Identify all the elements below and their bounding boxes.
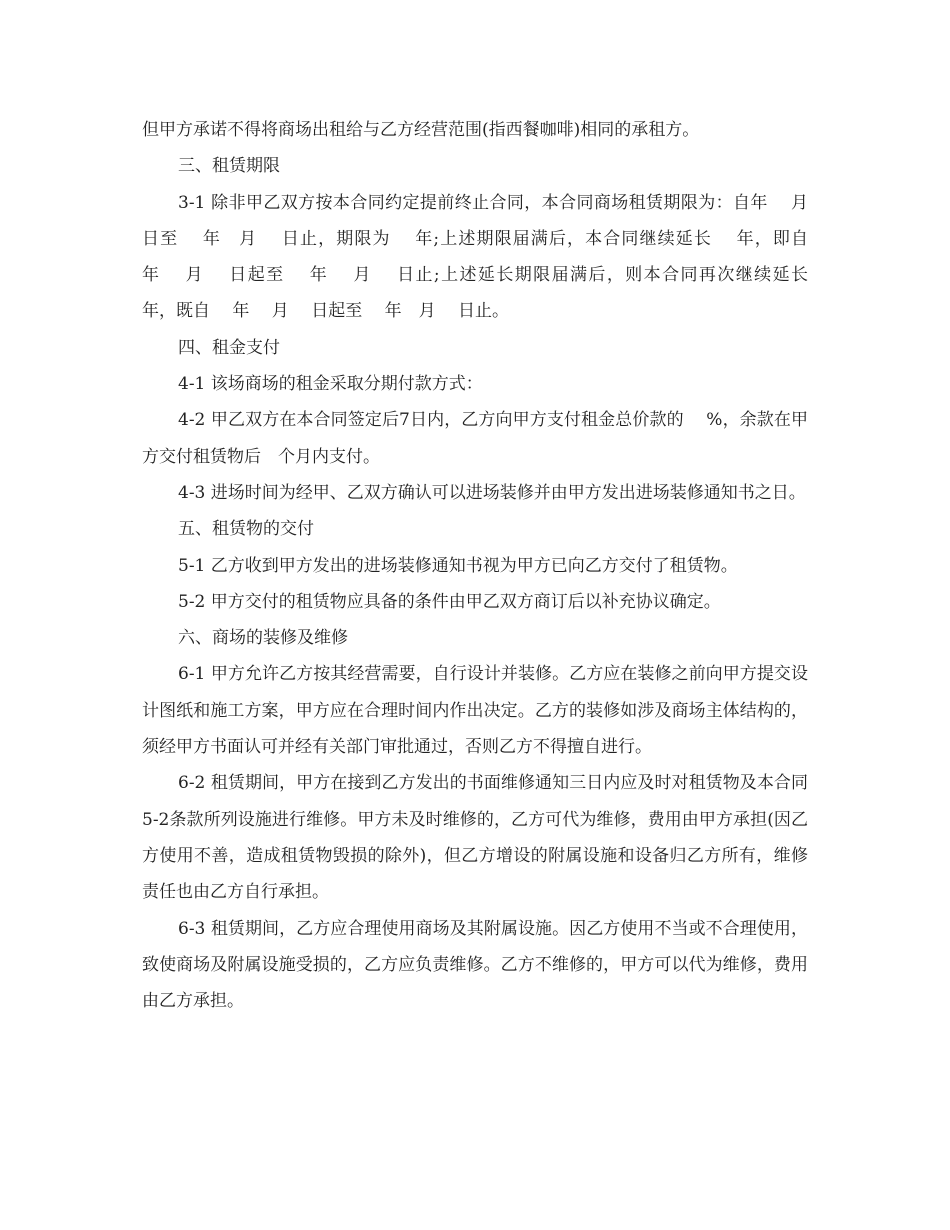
clause-6-2: 6-2 租赁期间，甲方在接到乙方发出的书面维修通知三日内应及时对租赁物及本合同5-2条款所列设施进行维修。甲方未及时维修的，乙方可代为维修，费用由甲方承担(因乙方使用不善，造成租赁物毁损的除外)，但乙方增设的附属设施和设备归乙方所有，维修责任也由乙方自行承担。	[142, 773, 808, 903]
clause-4-1: 4-1 该场商场的租金采取分期付款方式：	[178, 374, 483, 395]
clause-5-1: 5-1 乙方收到甲方发出的进场装修通知书视为甲方已向乙方交付了租赁物。	[178, 555, 738, 576]
clause-6-1: 6-1 甲方允许乙方按其经营需要，自行设计并装修。乙方应在装修之前向甲方提交设计图纸和施工方案，甲方应在合理时间内作出决定。乙方的装修如涉及商场主体结构的，须经甲方书面认可并经有关部门审批通过，否则乙方不得擅自进行。	[142, 664, 808, 758]
clause-3-1: 3-1 除非甲乙双方按本合同约定提前终止合同，本合同商场租赁期限为：自年 月 日至 年 月 日止，期限为 年;上述期限届满后，本合同继续延长 年，即自 年 月 日起至 年 月 日止;上述延长期限届满后，则本合同再次继续延长 年，既自 年 月 日起至 年 月 日止。	[142, 192, 848, 322]
section-heading-renovation: 六、商场的装修及维修	[178, 628, 348, 649]
section-heading-rent-payment: 四、租金支付	[178, 337, 280, 358]
document-body	[142, 112, 848, 1019]
section-heading-delivery: 五、租赁物的交付	[178, 519, 314, 540]
clause-5-2: 5-2 甲方交付的租赁物应具备的条件由甲乙双方商订后以补充协议确定。	[178, 591, 721, 612]
clause-6-3: 6-3 租赁期间，乙方应合理使用商场及其附属设施。因乙方使用不当或不合理使用，致使商场及附属设施受损的，乙方应负责维修。乙方不维修的，甲方可以代为维修，费用由乙方承担。	[142, 918, 808, 1012]
paragraph-continuation: 但甲方承诺不得将商场出租给与乙方经营范围(指西餐咖啡)相同的承租方。	[142, 120, 700, 140]
section-heading-lease-term: 三、租赁期限	[178, 156, 280, 177]
clause-4-2: 4-2 甲乙双方在本合同签定后7日内，乙方向甲方支付租金总价款的 %，余款在甲方交付租赁物后 个月内支付。	[142, 410, 808, 467]
clause-4-3: 4-3 进场时间为经甲、乙双方确认可以进场装修并由甲方发出进场装修通知书之日。	[178, 482, 806, 503]
